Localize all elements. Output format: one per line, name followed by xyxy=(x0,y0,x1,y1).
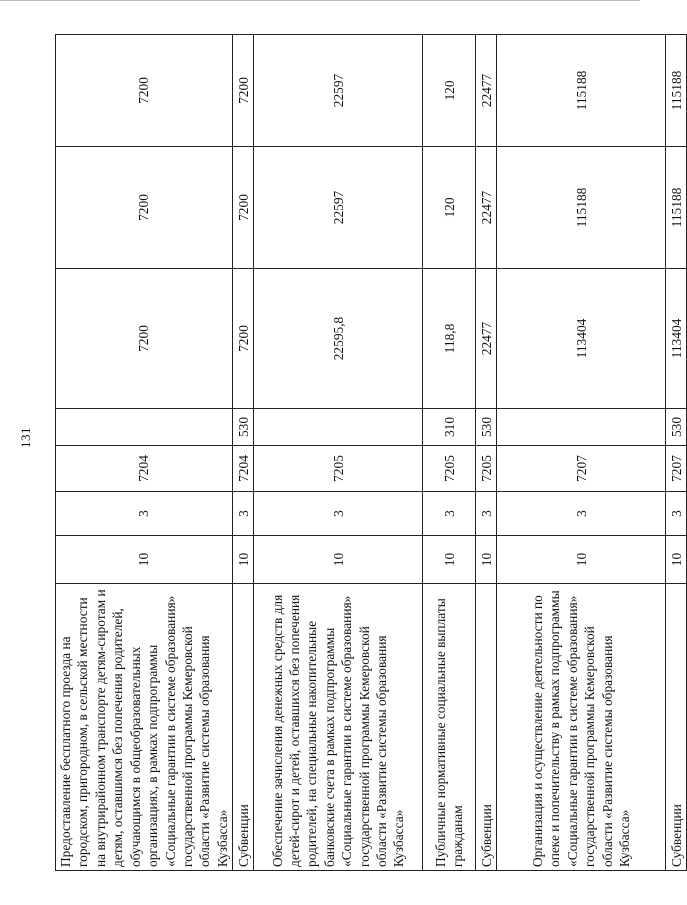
subsection-code: 3 xyxy=(476,492,497,536)
target-code: 7205 xyxy=(476,446,497,492)
table-row xyxy=(423,35,476,871)
amount-year-2: 120 xyxy=(423,147,476,269)
subsection-code: 3 xyxy=(233,492,254,536)
amount-year-1: 113404 xyxy=(666,269,687,409)
amount-year-1: 22477 xyxy=(476,269,497,409)
row-name: Предоставление бесплатного проезда на городском, пригородном, в сельской местности на внутрирайонном транспорте детям-сиротам и детям, оставшимся без попечения родителей, обучающимся в общеобразовательных организациях, в рамках подпрограммы «Социальные гарантии в системе образования» государственной программы Кемеровской области «Развитие системы образования Кузбасса» xyxy=(56,584,233,871)
row-name: Субвенции xyxy=(476,584,497,871)
row-name: Организация и осуществление деятельности по опеке и попечительству в рамках подпрограммы «Социальные гарантии в системе образования» государственной программы Кемеровской области «Развитие системы образования Кузбасса» xyxy=(497,584,666,871)
amount-year-3: 7200 xyxy=(233,35,254,147)
amount-year-3: 22597 xyxy=(254,35,423,147)
table-row xyxy=(666,35,687,871)
expense-type-code xyxy=(497,409,666,446)
budget-table xyxy=(55,34,687,871)
amount-year-1: 113404 xyxy=(497,269,666,409)
expense-type-code xyxy=(254,409,423,446)
target-code: 7207 xyxy=(497,446,666,492)
target-code: 7205 xyxy=(423,446,476,492)
rotated-table-container xyxy=(55,35,684,871)
amount-year-2: 115188 xyxy=(666,147,687,269)
amount-year-3: 7200 xyxy=(56,35,233,147)
subsection-code: 3 xyxy=(254,492,423,536)
section-code: 10 xyxy=(233,536,254,584)
amount-year-1: 22595,8 xyxy=(254,269,423,409)
amount-year-1: 7200 xyxy=(56,269,233,409)
table-row xyxy=(233,35,254,871)
amount-year-3: 115188 xyxy=(497,35,666,147)
amount-year-1: 118,8 xyxy=(423,269,476,409)
amount-year-2: 115188 xyxy=(497,147,666,269)
subsection-code: 3 xyxy=(423,492,476,536)
row-name: Субвенции xyxy=(233,584,254,871)
section-code: 10 xyxy=(476,536,497,584)
amount-year-2: 7200 xyxy=(56,147,233,269)
section-code: 10 xyxy=(497,536,666,584)
amount-year-3: 22477 xyxy=(476,35,497,147)
amount-year-2: 7200 xyxy=(233,147,254,269)
target-code: 7204 xyxy=(56,446,233,492)
target-code: 7205 xyxy=(254,446,423,492)
expense-type-code: 530 xyxy=(233,409,254,446)
subsection-code: 3 xyxy=(666,492,687,536)
section-code: 10 xyxy=(254,536,423,584)
section-code: 10 xyxy=(423,536,476,584)
subsection-code: 3 xyxy=(56,492,233,536)
amount-year-3: 115188 xyxy=(666,35,687,147)
expense-type-code: 530 xyxy=(666,409,687,446)
row-name: Обеспечение зачисления денежных средств для детей-сирот и детей, оставшихся без попечения родителей, на специальные накопительные банковские счета в рамках подпрограммы «Социальные гарантии в системе образования» государственной программы Кемеровской области «Развитие системы образования Кузбасса» xyxy=(254,584,423,871)
table-row xyxy=(254,35,423,871)
expense-type-code xyxy=(56,409,233,446)
amount-year-2: 22597 xyxy=(254,147,423,269)
subsection-code: 3 xyxy=(497,492,666,536)
expense-type-code: 530 xyxy=(476,409,497,446)
section-code: 10 xyxy=(56,536,233,584)
page-number: 131 xyxy=(18,427,33,448)
target-code: 7207 xyxy=(666,446,687,492)
amount-year-2: 22477 xyxy=(476,147,497,269)
amount-year-3: 120 xyxy=(423,35,476,147)
table-row xyxy=(476,35,497,871)
table-row xyxy=(497,35,666,871)
row-name: Субвенции xyxy=(666,584,687,871)
row-name: Публичные нормативные социальные выплаты гражданам xyxy=(423,584,476,871)
table-row xyxy=(56,35,233,871)
amount-year-1: 7200 xyxy=(233,269,254,409)
expense-type-code: 310 xyxy=(423,409,476,446)
section-code: 10 xyxy=(666,536,687,584)
target-code: 7204 xyxy=(233,446,254,492)
scan-edge-line xyxy=(0,0,640,1)
